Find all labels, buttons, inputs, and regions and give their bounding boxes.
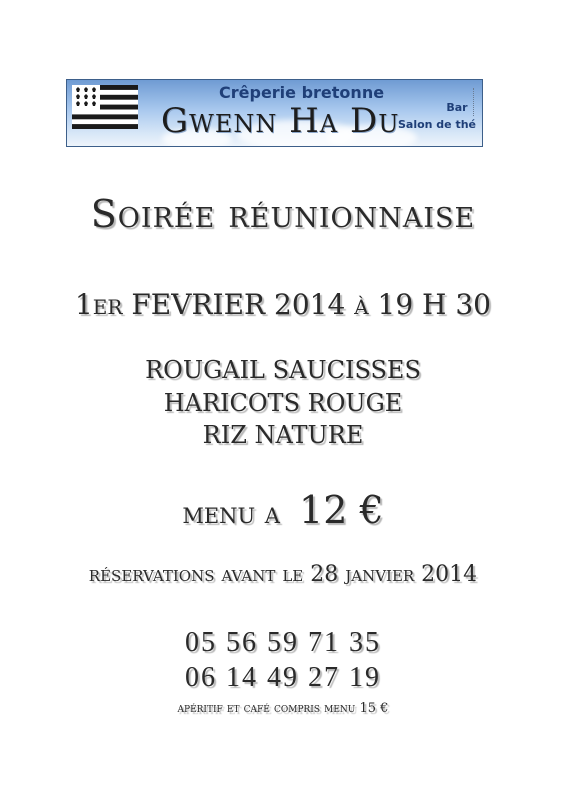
menu-price: 12 € <box>299 488 384 532</box>
event-title: Soirée réunionnaise <box>90 192 476 236</box>
breton-flag-icon <box>72 85 138 129</box>
menu-price-line <box>0 488 566 532</box>
restaurant-name: Gwenn Ha Du <box>161 101 400 141</box>
dish-item: RIZ NATURE <box>202 421 364 449</box>
banner-bar-label: Bar <box>446 101 468 114</box>
banner-salon-label: Salon de thé <box>397 118 477 131</box>
event-date: 1er FEVRIER 2014 à 19 H 30 <box>74 288 491 321</box>
footer-note: apéritif et café compris menu 15 € <box>177 701 389 716</box>
phone-number: 06 14 49 27 19 <box>185 662 381 693</box>
printer-mark <box>473 88 479 116</box>
dish-item: HARICOTS ROUGE <box>163 389 403 417</box>
banner-subtitle: Crêperie bretonne <box>219 83 385 102</box>
reservation-deadline: réservations avant le 28 janvier 2014 <box>88 562 478 587</box>
dish-item: ROUGAIL SAUCISSES <box>145 356 421 384</box>
phone-number: 05 56 59 71 35 <box>185 627 381 658</box>
header-banner <box>66 79 483 147</box>
menu-label: menu a <box>182 496 280 531</box>
